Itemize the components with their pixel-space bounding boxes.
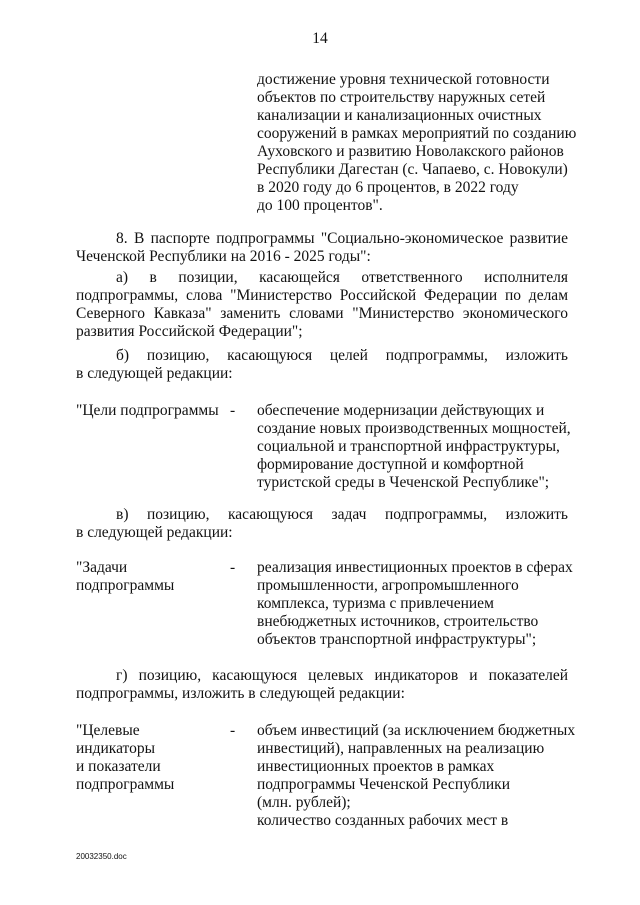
text-line: г) позицию, касающуюся целевых индикаторов и показателей (116, 667, 568, 684)
text-line: Чеченской Республики на 2016 - 2025 годы": (76, 248, 371, 265)
text-line: обеспечение модернизации действующих и (257, 402, 545, 419)
text-line: а) в позиции, касающейся ответственного исполнителя (116, 269, 568, 286)
text-line: до 100 процентов". (257, 197, 383, 214)
text-line: (млн. рублей); (257, 794, 351, 811)
item-g-paragraph (76, 667, 568, 703)
text-line: объектов по строительству наружных сетей (257, 89, 546, 106)
text-line: б) позицию, касающуюся целей подпрограммы, изложить (116, 347, 568, 364)
text-line: в следующей редакции: (76, 524, 233, 541)
indicators-text (257, 722, 587, 830)
text-line: формирование доступной и комфортной (257, 456, 524, 473)
page-number: 14 (312, 30, 328, 47)
text-line: подпрограммы Чеченской Республики (257, 776, 511, 793)
indicators-label: "Целевые индикаторы и показатели подпрограммы (76, 722, 175, 793)
text-line: количество созданных рабочих мест в (257, 812, 509, 829)
text-line: Республики Дагестан (с. Чапаево, с. Новокули) (257, 161, 568, 178)
text-line: развития Российской Федерации"; (76, 323, 303, 340)
text-line: социальной и транспортной инфраструктуры, (257, 438, 560, 455)
text-line: в 2020 году до 6 процентов, в 2022 году (257, 179, 519, 196)
goals-text (257, 402, 587, 492)
section-8-paragraph (76, 230, 568, 266)
text-line: инвестиций), направленных на реализацию (257, 740, 545, 757)
item-v-paragraph (76, 506, 568, 542)
text-line: комплекса, туризма с привлечением (257, 595, 494, 612)
tasks-dash: - (230, 559, 236, 576)
text-line: промышленности, агропромышленного (257, 577, 519, 594)
text-line: Ауховского и развитию Новолакского районов (257, 143, 564, 160)
continued-text-block (257, 71, 587, 215)
text-line: объем инвестиций (за исключением бюджетных (257, 722, 576, 739)
text-line: в следующей редакции: (76, 365, 233, 382)
text-line: объектов транспортной инфраструктуры"; (257, 631, 537, 648)
text-line: достижение уровня технической готовности (257, 71, 550, 88)
text-line: канализации и канализационных очистных (257, 107, 542, 124)
text-line: сооружений в рамках мероприятий по созданию (257, 125, 577, 142)
text-line: в) позицию, касающуюся задач подпрограммы, изложить (116, 506, 568, 523)
goals-label: "Цели подпрограммы (76, 402, 219, 419)
text-line: инвестиционных проектов в рамках (257, 758, 495, 775)
item-a-paragraph (76, 269, 568, 341)
tasks-text (257, 559, 587, 649)
text-line: подпрограммы, слова "Министерство Российской Федерации по делам (76, 287, 568, 304)
text-line: туристской среды в Чеченской Республике"; (257, 474, 550, 491)
text-line: Северного Кавказа" заменить словами "Министерство экономического (76, 305, 568, 322)
goals-dash: - (230, 402, 236, 419)
text-line: подпрограммы, изложить в следующей редакции: (76, 685, 405, 702)
text-line: создание новых производственных мощностей, (257, 420, 571, 437)
text-line: внебюджетных источников, строительство (257, 613, 539, 630)
text-line: 8. В паспорте подпрограммы "Социально-экономическое развитие (116, 230, 568, 247)
footer-filename: 20032350.doc (76, 852, 127, 861)
item-b-paragraph (76, 347, 568, 383)
text-line: реализация инвестиционных проектов в сферах (257, 559, 573, 576)
indicators-dash: - (230, 722, 236, 739)
tasks-label: "Задачи подпрограммы (76, 559, 175, 594)
